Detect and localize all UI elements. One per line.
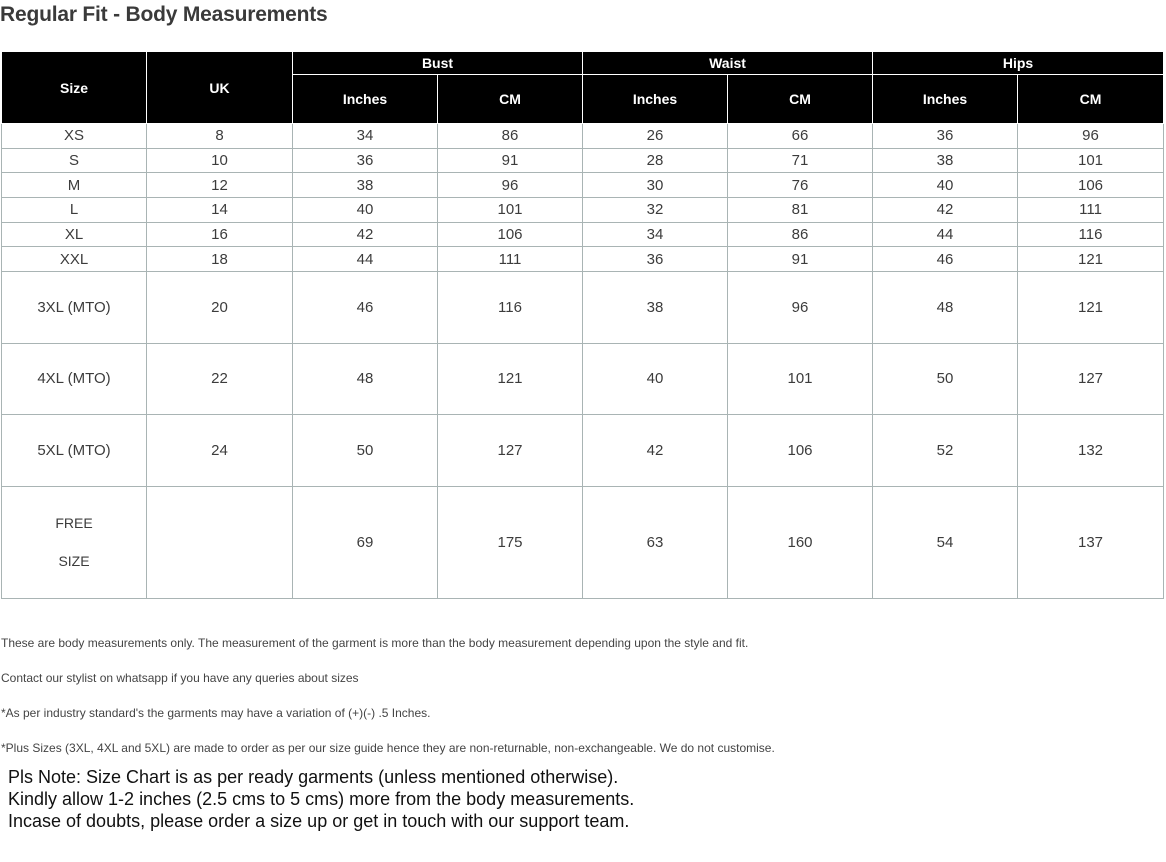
header-bust: Bust	[293, 52, 583, 75]
cell-waist-inches: 34	[583, 222, 728, 247]
cell-hips-cm: 137	[1018, 486, 1164, 598]
cell-uk: 8	[147, 124, 293, 149]
cell-waist-inches: 40	[583, 343, 728, 415]
cell-size: XS	[2, 124, 147, 149]
cell-bust-cm: 91	[438, 148, 583, 173]
page-title: Regular Fit - Body Measurements	[0, 3, 328, 26]
cell-hips-inches: 42	[873, 198, 1018, 223]
cell-hips-cm: 106	[1018, 173, 1164, 198]
cell-uk: 22	[147, 343, 293, 415]
cell-waist-cm: 106	[728, 415, 873, 487]
cell-bust-cm: 101	[438, 198, 583, 223]
table-row	[2, 222, 1164, 247]
cell-waist-cm: 76	[728, 173, 873, 198]
cell-bust-inches: 46	[293, 272, 438, 344]
cell-hips-cm: 121	[1018, 272, 1164, 344]
pls-note-line-1: Pls Note: Size Chart is as per ready garments (unless mentioned otherwise).	[8, 767, 619, 787]
cell-bust-cm: 106	[438, 222, 583, 247]
cell-waist-cm: 71	[728, 148, 873, 173]
size-chart-table	[1, 51, 1164, 599]
note-variation: *As per industry standard's the garments may have a variation of (+)(-) .5 Inches.	[1, 706, 431, 720]
cell-bust-cm: 111	[438, 247, 583, 272]
notes-section	[1, 630, 1161, 770]
cell-uk: 16	[147, 222, 293, 247]
cell-waist-cm: 66	[728, 124, 873, 149]
header-bust-cm: CM	[438, 75, 583, 124]
table-row	[2, 124, 1164, 149]
cell-size: 3XL (MTO)	[2, 272, 147, 344]
cell-bust-inches: 36	[293, 148, 438, 173]
cell-uk: 20	[147, 272, 293, 344]
cell-hips-cm: 121	[1018, 247, 1164, 272]
header-waist-cm: CM	[728, 75, 873, 124]
table-row	[2, 173, 1164, 198]
cell-size: 5XL (MTO)	[2, 415, 147, 487]
cell-waist-inches: 63	[583, 486, 728, 598]
cell-waist-cm: 86	[728, 222, 873, 247]
cell-uk: 18	[147, 247, 293, 272]
cell-hips-cm: 111	[1018, 198, 1164, 223]
pls-note-line-2: Kindly allow 1-2 inches (2.5 cms to 5 cms) more from the body measurements.	[8, 789, 635, 809]
cell-uk	[147, 486, 293, 598]
cell-uk: 24	[147, 415, 293, 487]
header-bust-inches: Inches	[293, 75, 438, 124]
cell-waist-inches: 38	[583, 272, 728, 344]
cell-bust-inches: 34	[293, 124, 438, 149]
table-row	[2, 198, 1164, 223]
pls-note-line-3: Incase of doubts, please order a size up or get in touch with our support team.	[8, 811, 630, 831]
cell-waist-inches: 42	[583, 415, 728, 487]
cell-bust-inches: 48	[293, 343, 438, 415]
table-row	[2, 247, 1164, 272]
cell-bust-inches: 44	[293, 247, 438, 272]
cell-bust-cm: 116	[438, 272, 583, 344]
cell-size	[2, 486, 147, 598]
table-row	[2, 148, 1164, 173]
header-row-groups	[2, 52, 1164, 75]
cell-size: XXL	[2, 247, 147, 272]
header-hips-inches: Inches	[873, 75, 1018, 124]
free-size-line-2: SIZE	[58, 553, 90, 570]
table-row	[2, 343, 1164, 415]
cell-size: 4XL (MTO)	[2, 343, 147, 415]
cell-waist-cm: 101	[728, 343, 873, 415]
cell-hips-inches: 48	[873, 272, 1018, 344]
cell-size: L	[2, 198, 147, 223]
cell-waist-cm: 160	[728, 486, 873, 598]
table-row	[2, 486, 1164, 598]
cell-size: S	[2, 148, 147, 173]
cell-waist-cm: 91	[728, 247, 873, 272]
cell-bust-cm: 175	[438, 486, 583, 598]
note-body-measurements: These are body measurements only. The measurement of the garment is more than the body measurement depending upon the style and fit.	[1, 636, 749, 650]
cell-hips-inches: 52	[873, 415, 1018, 487]
cell-hips-inches: 50	[873, 343, 1018, 415]
header-waist-inches: Inches	[583, 75, 728, 124]
cell-waist-inches: 26	[583, 124, 728, 149]
table-row	[2, 272, 1164, 344]
header-size: Size	[2, 52, 147, 124]
cell-bust-inches: 69	[293, 486, 438, 598]
cell-bust-cm: 121	[438, 343, 583, 415]
cell-bust-cm: 127	[438, 415, 583, 487]
note-contact-stylist: Contact our stylist on whatsapp if you have any queries about sizes	[1, 671, 359, 685]
cell-hips-cm: 116	[1018, 222, 1164, 247]
pls-note-section	[8, 766, 1158, 832]
cell-hips-inches: 44	[873, 222, 1018, 247]
cell-waist-cm: 81	[728, 198, 873, 223]
cell-bust-inches: 50	[293, 415, 438, 487]
cell-waist-inches: 32	[583, 198, 728, 223]
cell-waist-inches: 36	[583, 247, 728, 272]
cell-hips-inches: 38	[873, 148, 1018, 173]
cell-hips-inches: 54	[873, 486, 1018, 598]
cell-bust-cm: 96	[438, 173, 583, 198]
cell-waist-inches: 28	[583, 148, 728, 173]
note-plus-sizes: *Plus Sizes (3XL, 4XL and 5XL) are made to order as per our size guide hence they are non-returnable, non-exchangeable. We do not customise.	[1, 741, 775, 755]
cell-uk: 10	[147, 148, 293, 173]
cell-hips-cm: 127	[1018, 343, 1164, 415]
header-waist: Waist	[583, 52, 873, 75]
cell-waist-cm: 96	[728, 272, 873, 344]
header-hips: Hips	[873, 52, 1164, 75]
cell-bust-inches: 38	[293, 173, 438, 198]
cell-size: XL	[2, 222, 147, 247]
cell-uk: 12	[147, 173, 293, 198]
cell-size: M	[2, 173, 147, 198]
cell-waist-inches: 30	[583, 173, 728, 198]
cell-hips-cm: 132	[1018, 415, 1164, 487]
cell-bust-inches: 40	[293, 198, 438, 223]
cell-uk: 14	[147, 198, 293, 223]
free-size-line-1: FREE	[55, 515, 93, 532]
cell-hips-inches: 36	[873, 124, 1018, 149]
header-uk: UK	[147, 52, 293, 124]
cell-bust-inches: 42	[293, 222, 438, 247]
cell-hips-cm: 96	[1018, 124, 1164, 149]
cell-hips-inches: 40	[873, 173, 1018, 198]
cell-bust-cm: 86	[438, 124, 583, 149]
cell-hips-cm: 101	[1018, 148, 1164, 173]
cell-hips-inches: 46	[873, 247, 1018, 272]
table-row	[2, 415, 1164, 487]
header-hips-cm: CM	[1018, 75, 1164, 124]
